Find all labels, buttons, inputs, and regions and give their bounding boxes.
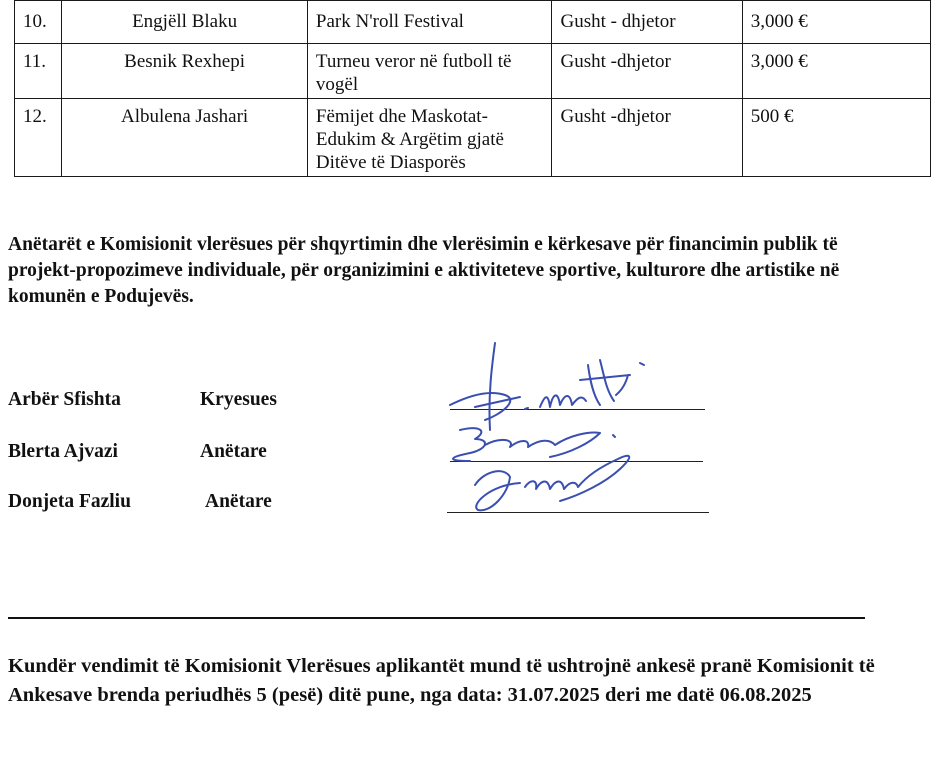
member-name: Donjeta Fazliu <box>8 491 131 512</box>
section-divider <box>8 617 865 619</box>
grant-amount: 3,000 € <box>742 44 930 99</box>
project-title: Turneu veror në futboll të vogël <box>307 44 552 99</box>
grant-amount: 3,000 € <box>742 1 930 44</box>
project-period: Gusht -dhjetor <box>552 99 742 177</box>
member-role: Anëtare <box>200 441 267 462</box>
row-number: 11. <box>15 44 62 99</box>
project-title: Park N'roll Festival <box>307 1 552 44</box>
grants-table <box>14 0 931 177</box>
table-row <box>15 1 931 44</box>
project-period: Gusht -dhjetor <box>552 44 742 99</box>
row-number: 12. <box>15 99 62 177</box>
member-name: Blerta Ajvazi <box>8 441 118 462</box>
table-row <box>15 44 931 99</box>
member-role: Anëtare <box>205 491 272 512</box>
committee-heading: Anëtarët e Komisionit vlerësues për shqyrtimin dhe vlerësimin e kërkesave për financimin publik të projekt-propozimeve individuale, për organizimini e aktiviteteve sportive, kulturore dhe artistike në komunën e Podujevës. <box>8 234 840 307</box>
member-name: Arbër Sfishta <box>8 389 121 410</box>
signature-ink <box>450 343 644 510</box>
appeal-note: Kundër vendimit të Komisionit Vlerësues aplikantët mund të ushtrojnë ankesë pranë Komisionit të Ankesave brenda periudhës 5 (pesë) ditë pune, nga data: 31.07.2025 deri me datë 06.08.2025 <box>8 655 875 706</box>
project-period: Gusht - dhjetor <box>552 1 742 44</box>
member-role: Kryesues <box>200 389 277 410</box>
project-title: Fëmijet dhe Maskotat-Edukim & Argëtim gjatë Ditëve të Diasporës <box>307 99 552 177</box>
handwritten-signatures <box>430 335 680 530</box>
row-number: 10. <box>15 1 62 44</box>
applicant-name: Engjëll Blaku <box>62 1 308 44</box>
applicant-name: Albulena Jashari <box>62 99 308 177</box>
applicant-name: Besnik Rexhepi <box>62 44 308 99</box>
grant-amount: 500 € <box>742 99 930 177</box>
table-row <box>15 99 931 177</box>
signature-blerta-ajvazi <box>453 428 485 461</box>
signature-donjeta-fazliu <box>475 471 520 510</box>
